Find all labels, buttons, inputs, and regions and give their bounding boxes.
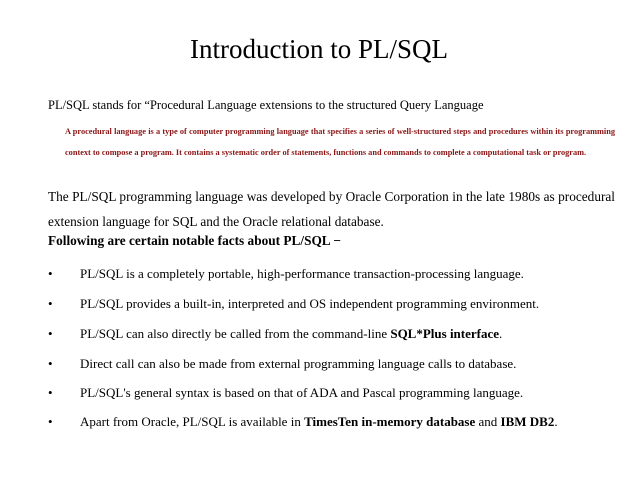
facts-heading: Following are certain notable facts about PL/SQL − (48, 233, 341, 248)
history-paragraph: The PL/SQL programming language was developed by Oracle Corporation in the late 1980s as procedural extension language for SQL and the Oracle relational database. (48, 189, 615, 229)
bullet-text-bold2: IBM DB2 (500, 414, 555, 429)
bullet-text: Direct call can also be made from external programming language calls to database. (80, 356, 517, 371)
bullet-text (80, 326, 502, 342)
bullet-text-bold: SQL*Plus interface (390, 326, 500, 341)
bullet-text-mid: and (475, 414, 501, 429)
intro-line: PL/SQL stands for “Procedural Language extensions to the structured Query Language (48, 98, 484, 112)
bullet-text: PL/SQL provides a built-in, interpreted and OS independent programming environment. (80, 296, 540, 311)
bullet-text-pre: Apart from Oracle, PL/SQL is available in (80, 414, 305, 429)
bullet-text: PL/SQL's general syntax is based on that of ADA and Pascal programming language. (80, 385, 524, 400)
bullet-dot: • (48, 385, 53, 400)
bullet-text-post: . (554, 414, 558, 429)
bullet-text-post: . (499, 326, 503, 341)
bullet-dot: • (48, 266, 53, 281)
definition-note: A procedural language is a type of computer programming language that specifies a series of well-structured steps and procedures within its programming context to compose a program. It contains a systematic order of statements, functions and commands to complete a computational task or program. (65, 127, 615, 157)
bullet-dot: • (48, 356, 53, 371)
slide-title: Introduction to PL/SQL (190, 34, 448, 64)
bullet-text-pre: PL/SQL can also directly be called from the command-line (80, 326, 391, 341)
bullet-dot: • (48, 326, 53, 341)
bullet-dot: • (48, 414, 53, 429)
bullet-text (80, 414, 558, 430)
bullet-text-bold: TimesTen in-memory database (304, 414, 476, 429)
bullet-dot: • (48, 296, 53, 311)
bullet-text: PL/SQL is a completely portable, high-performance transaction-processing language. (80, 266, 524, 281)
